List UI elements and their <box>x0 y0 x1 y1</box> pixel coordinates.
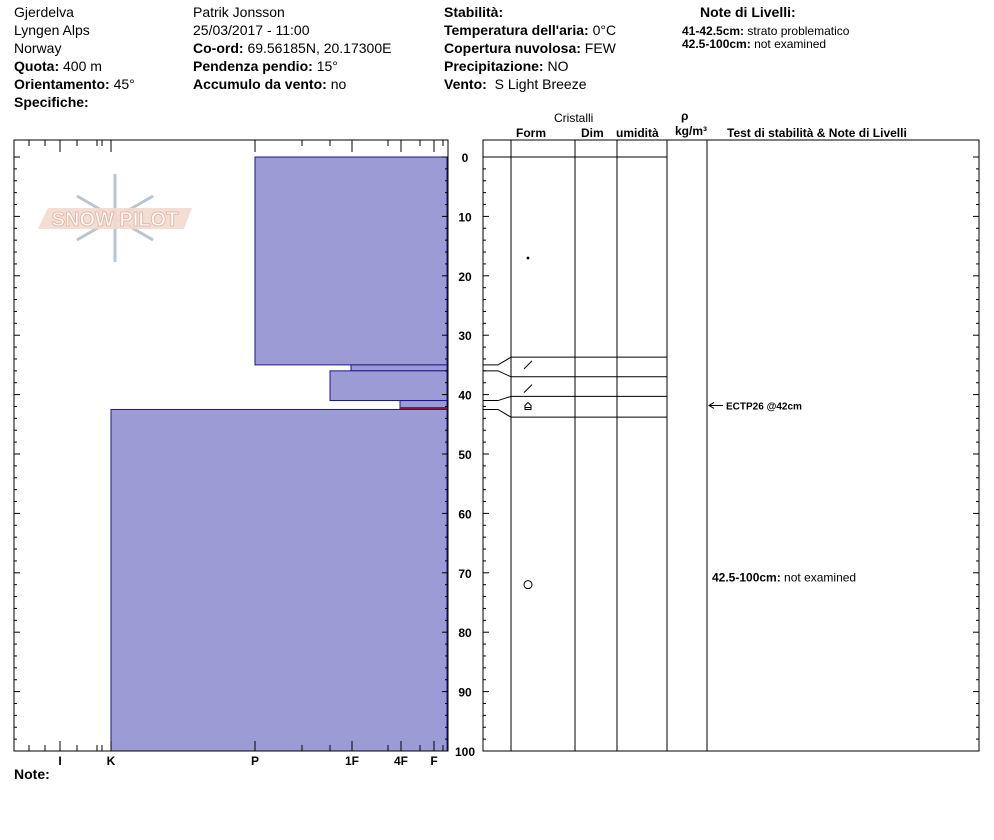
depth-label-50: 50 <box>458 448 472 462</box>
table-note-1 <box>712 571 856 585</box>
hardness-label-K: K <box>106 754 116 768</box>
crystal-surface-hoar-4 <box>525 402 531 409</box>
crystals-header: Cristalli <box>554 111 594 125</box>
location-name: Gjerdelva <box>14 4 74 20</box>
crystal-dot-1 <box>527 257 530 260</box>
stability-label: Stabilità: <box>444 4 504 20</box>
altitude-value: 400 m <box>63 58 102 74</box>
depth-label-40: 40 <box>458 388 472 403</box>
coords-label: Co-ord: <box>193 40 244 56</box>
density-unit: kg/m³ <box>675 124 708 138</box>
depth-label-90: 90 <box>458 685 472 700</box>
altitude-label: Quota: <box>14 58 60 74</box>
layer-note-1-text: strato problematico <box>747 24 850 38</box>
depth-label-10: 10 <box>458 210 472 225</box>
aspect-label: Orientamento: <box>14 76 110 92</box>
crystal-circle-5 <box>524 581 532 589</box>
depth-label-60: 60 <box>458 507 472 522</box>
moisture-header: umidità <box>616 126 659 140</box>
crystal-table <box>483 140 979 751</box>
tests-header: Test di stabilità & Note di Livelli <box>727 126 907 140</box>
depth-label-70: 70 <box>458 566 472 581</box>
test-result-1: ECTP26 @42cm <box>726 401 802 413</box>
precip-label: Precipitazione: <box>444 58 544 74</box>
table-note-range: 42.5-100cm: <box>712 570 785 585</box>
hardness-label-P: P <box>250 754 260 768</box>
slope-label: Pendenza pendio: <box>193 58 313 74</box>
depth-label-0: 0 <box>461 151 469 165</box>
hardness-layers <box>111 157 447 751</box>
hardness-layer-3 <box>330 371 447 401</box>
cloud-label: Copertura nuvolosa: <box>444 40 581 56</box>
hardness-layer-2 <box>351 365 447 371</box>
hardness-layer-1 <box>255 157 447 365</box>
layer-note-2-range: 42.5-100cm: <box>682 37 751 51</box>
crystal-marks <box>524 257 856 589</box>
crystal-slash-2 <box>524 361 532 369</box>
wind-label: Vento: <box>444 76 487 92</box>
layer-notes-title: Note di Livelli: <box>700 4 796 20</box>
notes-label: Note: <box>14 766 50 782</box>
depth-label-30: 30 <box>458 329 472 344</box>
hardness-label-4F: 4F <box>393 754 409 768</box>
depth-label-80: 80 <box>458 626 472 641</box>
precip-value: NO <box>547 58 569 74</box>
table-frame <box>483 140 979 751</box>
air-temp-value: 0°C <box>592 22 617 38</box>
slope-value: 15° <box>316 58 338 74</box>
hardness-label-F: F <box>430 754 438 768</box>
density-symbol: ρ <box>681 109 689 123</box>
snow-pilot-logo <box>38 174 192 262</box>
aspect-value: 45° <box>113 76 135 92</box>
hardness-label-I: I <box>58 754 62 768</box>
observer-name: Patrik Jonsson <box>193 4 285 20</box>
crystal-slash-3 <box>524 385 532 393</box>
depth-label-20: 20 <box>458 269 472 284</box>
form-header: Form <box>516 126 546 140</box>
wind-loading-value: no <box>330 76 347 92</box>
layer-note-1-range: 41-42.5cm: <box>682 24 745 38</box>
hardness-label-1F: 1F <box>344 754 360 768</box>
air-temp-label: Temperatura dell'aria: <box>444 22 589 38</box>
location-range: Lyngen Alps <box>14 22 90 38</box>
cloud-value: FEW <box>584 40 616 56</box>
logo-text: SNOW PILOT <box>51 209 179 231</box>
depth-label-100: 100 <box>454 745 476 759</box>
wind-value: S Light Breeze <box>494 76 587 92</box>
table-note-text: not examined <box>784 570 857 585</box>
size-header: Dim <box>581 126 604 140</box>
hardness-layer-5 <box>111 409 447 751</box>
coords-value: 69.56185N, 20.17300E <box>247 40 392 56</box>
wind-loading-label: Accumulo da vento: <box>193 76 327 92</box>
layer-note-2-text: not examined <box>754 37 827 51</box>
observation-datetime: 25/03/2017 - 11:00 <box>193 22 310 38</box>
specifics-label: Specifiche: <box>14 94 89 110</box>
location-country: Norway <box>14 40 62 56</box>
